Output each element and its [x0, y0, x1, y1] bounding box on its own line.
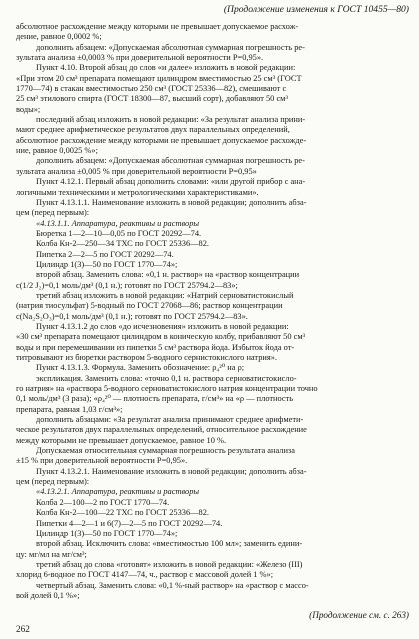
text-line: последний абзац изложить в новой редакции: «За результат анализа прини- — [36, 115, 306, 125]
text-line: ние, равное 0,0025 %»; — [16, 146, 98, 156]
text-line: цем (перед первым): — [16, 208, 90, 218]
text-line: Пункт 4.13.2.1. Наименование изложить в новой редакции; дополнить абза- — [36, 466, 307, 476]
text-line: Цилиндр 1(3)—50 по ГОСТ 1770—74»; — [36, 259, 178, 269]
text-line: «4.13.2.1. Аппаратура, реактивы и растворы — [36, 487, 200, 497]
text-line: c(1/2 J₂)=0,1 моль/дм³ (0,1 н.); готовят по ГОСТ 25794.2—83»; — [16, 280, 238, 290]
text-line: Колба Кн-2—100—22 ТХС по ГОСТ 25336—82. — [36, 508, 209, 518]
text-line: титровывают из бюретки раствором 5-водного сернистокислого натрия». — [16, 353, 277, 362]
text-line: третий абзац до слова «готовят» изложить в новой редакции: «Железо (III) — [36, 559, 303, 569]
text-line: го натрия» на «раствора 5-водного серноватистокислого натрия концентрации точно — [16, 384, 318, 394]
text-line: зультата анализа ±0,0003 % при доверительной вероятности P=0,95». — [16, 53, 264, 63]
text-line: дение, равное 0,0002 %; — [16, 32, 102, 42]
text-line: Колба 2—100—2 по ГОСТ 1770—74. — [36, 497, 170, 507]
text-line: между которыми не превышает допускаемое, равное 10 %. — [16, 435, 227, 445]
text-line: цем (перед первым): — [16, 477, 90, 487]
text-line: Пункт 4.12.1. Первый абзац дополнить словами: «или другой прибор с ана- — [36, 177, 306, 187]
text-line: 25 см³ этилового спирта (ГОСТ 18300—87, высший сорт), добавляют 50 см³ — [16, 94, 288, 104]
text-line: хлорид 6-водное по ГОСТ 4147—74, ч., раствор с массовой долей 1 %»; — [16, 570, 274, 580]
text-line: Бюретка 1—2—10—0,05 по ГОСТ 20292—74. — [36, 228, 202, 238]
text-line: «При этом 20 см³ препарата помещают цилиндром вместимостью 25 см³ (ГОСТ — [16, 73, 302, 83]
text-line: c(Na₂S₂O₃)=0,1 моль/дм³ (0,1 н.); готовят по ГОСТ 25794.2—83». — [16, 311, 248, 321]
text-line: второй абзац. Исключить слова: «вместимостью 100 мл»; заменить едини- — [36, 539, 303, 549]
text-line: Пункт 4.13.1.3. Формула. Заменить обозначение: ρ₄²⁰ на ρ; — [36, 363, 245, 373]
text-line: (натрия тиосульфат) 5-водный по ГОСТ 27068—86; раствор концентрации — [16, 301, 283, 311]
text-line: четвертый абзац. Заменить слова: «0,1 %-ный раствор» на «раствор с массо- — [36, 580, 309, 590]
text-line: мают среднее арифметическое результатов двух параллельных определений, — [16, 125, 290, 135]
text-line: «30 см³ препарата помещают цилиндром в коническую колбу, прибавляют 50 см³ — [16, 332, 306, 342]
text-line: «4.13.1.1. Аппаратура, реактивы и растворы — [36, 218, 200, 228]
text-line: ±15 % при доверительной вероятности P=0,95». — [16, 456, 188, 466]
text-line: Пункт 4.13.1.1. Наименование изложить в новой редакции; дополнить абза- — [36, 197, 307, 207]
text-line: воды и при перемешивании из пипетки 5 см³ раствора йода. Избыток йода от- — [16, 342, 295, 352]
running-header: (Продолжение изменения к ГОСТ 10455—80) — [223, 4, 409, 15]
text-line: цу: мг/мл на мг/см³; — [16, 549, 87, 559]
text-line: 1770—74) в стакан вместимостью 250 см³ (ГОСТ 25336—82), смешивают с — [16, 84, 287, 94]
continuation-note: (Продолжение см. с. 263) — [309, 610, 409, 620]
text-line: вой долей 0,1 %»; — [16, 590, 80, 600]
text-line: Пипетки 4—2—1 и 6(7)—2—5 по ГОСТ 20292—74. — [36, 518, 223, 528]
text-line: зультата анализа ±0,005 % при доверительной вероятности P=0,95» — [16, 166, 257, 176]
text-line: воды»; — [16, 104, 41, 114]
text-line: Пункт 4.10. Второй абзац до слов «и далее» изложить в новой редакции: — [36, 63, 296, 73]
text-line: препарата, равная 1,03 г/см³»; — [16, 404, 123, 414]
text-line: Допускаемая относительная суммарная погрешность результата анализа — [36, 446, 295, 456]
text-line: третий абзац изложить в новой редакции: «Натрий серноватистокислый — [36, 290, 294, 300]
text-line: логичными техническими и метрологическими характеристиками». — [16, 187, 259, 197]
text-line: Цилиндр 1(3)—50 по ГОСТ 1770—74»; — [36, 528, 178, 538]
text-line: дополнить абзацами: «За результат анализа принимают среднее арифмети- — [36, 415, 304, 425]
text-line: абсолютное расхождение между которыми не превышает допускаемое расхож- — [16, 22, 299, 31]
document-body — [16, 22, 409, 601]
text-line: ческое результатов двух параллельных определений, относительное расхождение — [16, 425, 307, 435]
text-line: дополнить абзацем: «Допускаемая абсолютная суммарная погрешность ре- — [36, 42, 305, 52]
text-line: экспликация. Заменить слова: «точно 0,1 н. раствора серноватистокисло- — [36, 373, 297, 383]
page-number: 262 — [16, 624, 30, 634]
text-line: второй абзац. Заменить слова: «0,1 н. раствор» на «раствор концентрации — [36, 270, 300, 280]
text-line: Пипетка 2—2—5 по ГОСТ 20292—74. — [36, 249, 174, 259]
text-line: 0,1 моль/дм³ (3 раза); «ρ₄²⁰ — плотность препарата, г/см³» на «ρ — плотность — [16, 394, 294, 404]
text-line: дополнить абзацем: «Допускаемая абсолютная суммарная погрешность ре- — [36, 156, 305, 166]
text-line: Колба Кн-2—250—34 ТХС по ГОСТ 25336—82. — [36, 239, 209, 249]
text-line: абсолютное расхождение между которыми не превышает допускаемое расхожде- — [16, 135, 307, 145]
text-line: Пункт 4.13.1.2 до слов «до исчезновения» изложить в новой редакции: — [36, 321, 289, 331]
